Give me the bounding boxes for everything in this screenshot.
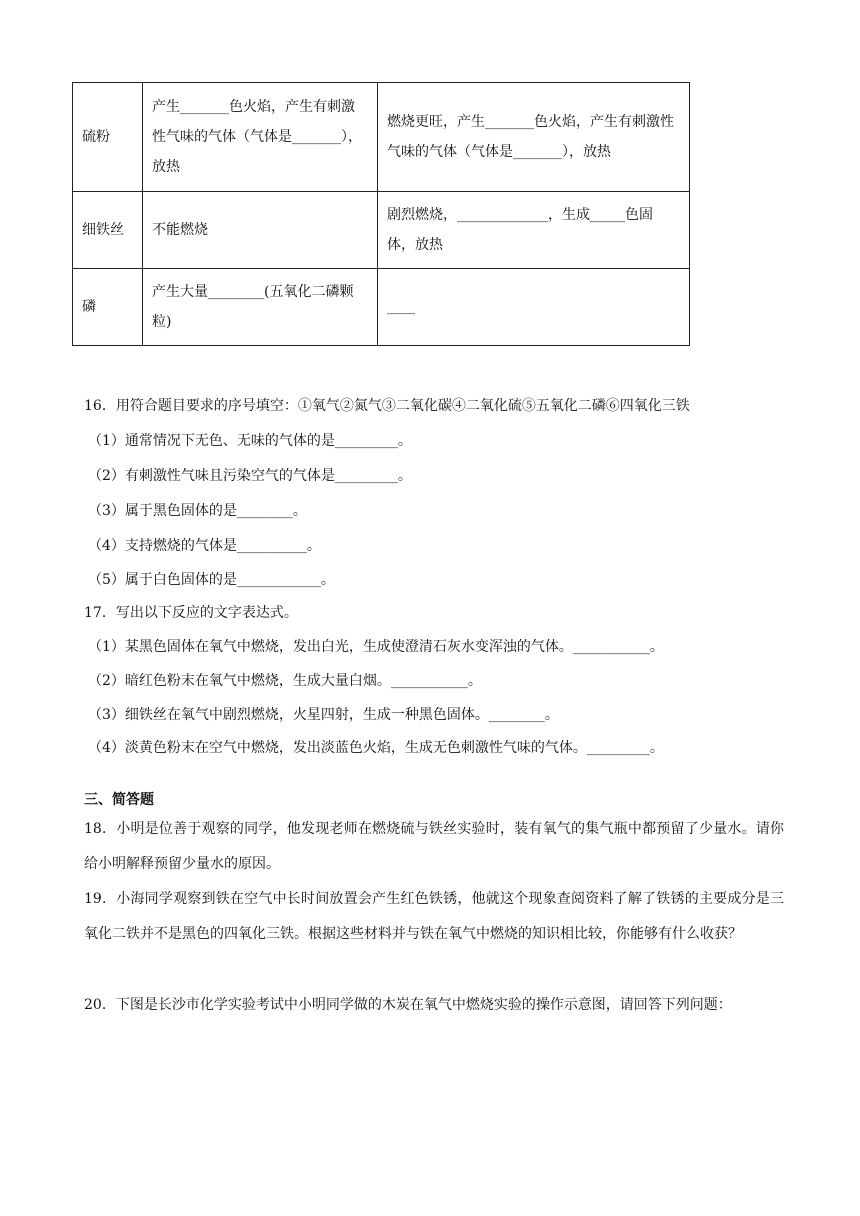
table-row xyxy=(73,192,690,269)
section-heading: 三、简答题 xyxy=(84,792,154,808)
air-phenomenon-cell: 产生_______色火焰，产生有刺激性气味的气体（气体是_______），放热 xyxy=(143,83,378,192)
substance-cell: 细铁丝 xyxy=(73,192,143,269)
question-16-item: （1）通常情况下无色、无味的气体的是_________。 xyxy=(88,433,412,449)
oxygen-phenomenon-cell: ____ xyxy=(378,269,690,346)
question-18: 18．小明是位善于观察的同学，他发现老师在燃烧硫与铁丝实验时，装有氧气的集气瓶中都预留了少量水。请你给小明解释预留少量水的原因。 xyxy=(84,821,784,872)
air-phenomenon-cell: 产生大量________(五氧化二磷颗粒) xyxy=(143,269,378,346)
question-16-item: （4）支持燃烧的气体是__________。 xyxy=(88,538,321,554)
question-16-item: （3）属于黑色固体的是________。 xyxy=(88,503,307,519)
oxygen-phenomenon-cell: 剧烈燃烧，_____________，生成_____色固体，放热 xyxy=(378,192,690,269)
question-17-item: （2）暗红色粉末在氧气中燃烧，生成大量白烟。___________。 xyxy=(88,673,482,689)
question-16-stem: 16．用符合题目要求的序号填空：①氧气②氮气③二氧化碳④二氧化硫⑤五氧化二磷⑥四氧化三铁 xyxy=(84,398,690,414)
question-16-item: （2）有刺激性气味且污染空气的气体是_________。 xyxy=(88,468,412,484)
combustion-table xyxy=(72,82,690,346)
question-17-stem: 17．写出以下反应的文字表达式。 xyxy=(84,605,298,621)
table-row xyxy=(73,269,690,346)
question-16-item: （5）属于白色固体的是____________。 xyxy=(88,572,335,588)
oxygen-phenomenon-cell: 燃烧更旺，产生_______色火焰，产生有刺激性气味的气体（气体是_______），放热 xyxy=(378,83,690,192)
table-row xyxy=(73,83,690,192)
question-17-item: （4）淡黄色粉末在空气中燃烧，发出淡蓝色火焰，生成无色刺激性气味的气体。_________。 xyxy=(88,740,664,756)
substance-cell: 硫粉 xyxy=(73,83,143,192)
question-17-item: （3）细铁丝在氧气中剧烈燃烧，火星四射，生成一种黑色固体。________。 xyxy=(88,707,559,723)
question-19: 19．小海同学观察到铁在空气中长时间放置会产生红色铁锈，他就这个现象查阅资料了解了铁锈的主要成分是三氧化二铁并不是黑色的四氧化三铁。根据这些材料并与铁在氧气中燃烧的知识相比较，你能够有什么收获？ xyxy=(84,891,784,942)
question-20: 20．下图是长沙市化学实验考试中小明同学做的木炭在氧气中燃烧实验的操作示意图，请回答下列问题： xyxy=(84,997,732,1013)
air-phenomenon-cell: 不能燃烧 xyxy=(143,192,378,269)
question-17-item: （1）某黑色固体在氧气中燃烧，发出白光，生成使澄清石灰水变浑浊的气体。___________。 xyxy=(88,639,664,655)
substance-cell: 磷 xyxy=(73,269,143,346)
